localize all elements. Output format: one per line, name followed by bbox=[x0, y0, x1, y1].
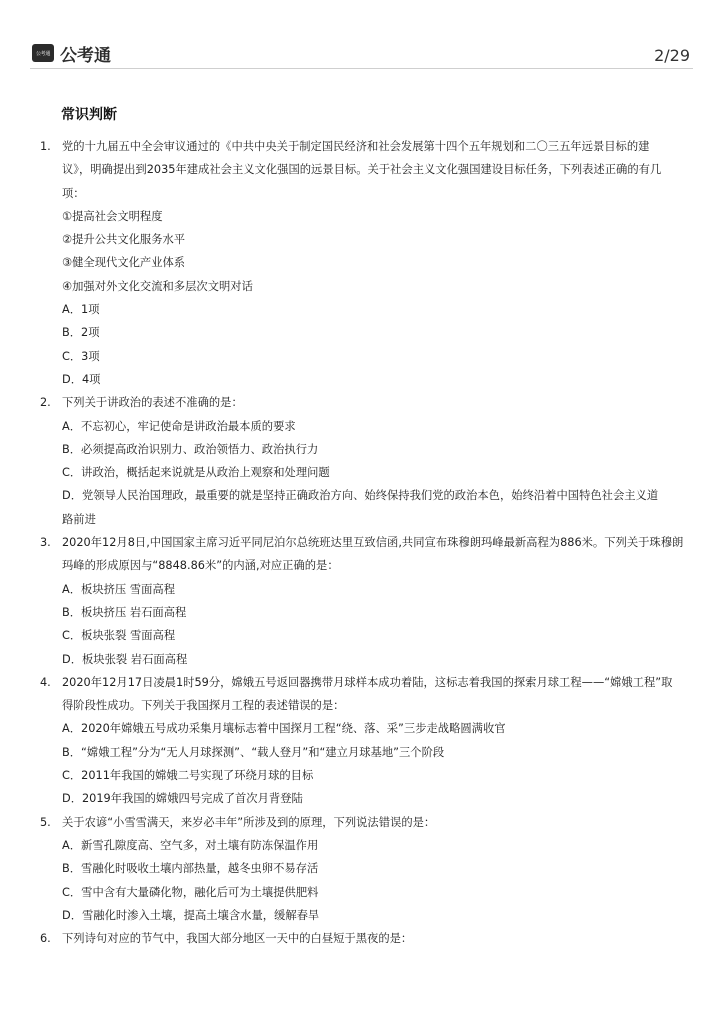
question-2 bbox=[40, 391, 690, 531]
app-name: 公考通 bbox=[60, 46, 111, 66]
question-stem-line: 关于农谚“小雪雪满天，来岁必丰年”所涉及到的原理，下列说法错误的是： bbox=[62, 815, 436, 829]
answer-option: B．必须提高政治识别力、政治领悟力、政治执行力 bbox=[62, 442, 319, 456]
question-stem-line: 2020年12月8日,中国国家主席习近平同尼泊尔总统班达里互致信函,共同宣布珠穆朗玛峰最新高程为886米。下列关于珠穆朗 bbox=[62, 536, 684, 550]
question-stem-line: 玛峰的形成原因与“8848.86米”的内涵,对应正确的是： bbox=[62, 559, 339, 573]
question-1 bbox=[40, 135, 690, 391]
answer-option: A．不忘初心，牢记使命是讲政治最本质的要求 bbox=[62, 419, 296, 433]
answer-option: C．板块张裂 雪面高程 bbox=[62, 629, 176, 643]
question-3 bbox=[40, 531, 690, 671]
answer-option: A．1项 bbox=[62, 303, 100, 317]
answer-option: C．雪中含有大量磷化物，融化后可为土壤提供肥料 bbox=[62, 885, 319, 899]
answer-option: A．板块挤压 雪面高程 bbox=[62, 582, 175, 596]
question-stem-line: 党的十九届五中全会审议通过的《中共中央关于制定国民经济和社会发展第十四个五年规划和二〇三五年远景目标的建 bbox=[62, 140, 650, 153]
question-number: 3. bbox=[40, 536, 51, 550]
question-stem-line: 得阶段性成功。下列关于我国探月工程的表述错误的是： bbox=[62, 699, 345, 713]
answer-option: D．板块张裂 岩石面高程 bbox=[62, 652, 188, 666]
question-6 bbox=[40, 927, 690, 950]
question-stem-line: 下列诗句对应的节气中，我国大部分地区一天中的白昼短于黑夜的是： bbox=[62, 932, 413, 946]
answer-option: D．雪融化时渗入土壤，提高土壤含水量，缓解春旱 bbox=[62, 908, 320, 922]
question-stem-line: 项： bbox=[62, 186, 85, 200]
question-list bbox=[40, 135, 690, 950]
question-5 bbox=[40, 811, 690, 927]
question-stem-line: 2020年12月17日凌晨1时59分，嫦娥五号返回器携带月球样本成功着陆，这标志着我国的探索月球工程——“嫦娥工程”取 bbox=[62, 675, 673, 689]
answer-option: D．4项 bbox=[62, 372, 101, 386]
answer-option: C．2011年我国的嫦娥二号实现了环绕月球的目标 bbox=[62, 769, 314, 783]
statement-item: ②提升公共文化服务水平 bbox=[62, 233, 186, 247]
statement-item: ④加强对外文化交流和多层次文明对话 bbox=[62, 279, 253, 293]
answer-option: 路前进 bbox=[62, 512, 96, 526]
question-number: 5. bbox=[40, 815, 51, 829]
question-number: 4. bbox=[40, 675, 51, 689]
answer-option: B．板块挤压 岩石面高程 bbox=[62, 605, 187, 619]
question-number: 1. bbox=[40, 140, 51, 153]
question-number: 2. bbox=[40, 396, 51, 410]
answer-option: C．3项 bbox=[62, 349, 100, 363]
question-4 bbox=[40, 671, 690, 811]
app-logo-icon: 公考通 bbox=[32, 44, 54, 62]
answer-option: B．2项 bbox=[62, 326, 100, 340]
statement-item: ①提高社会文明程度 bbox=[62, 209, 163, 223]
page-number: 2/29 bbox=[654, 46, 690, 65]
question-stem-line: 下列关于讲政治的表述不准确的是： bbox=[62, 396, 243, 410]
question-number: 6. bbox=[40, 932, 51, 946]
answer-option: B．“嫦娥工程”分为“无人月球探测”、“载人登月”和“建立月球基地”三个阶段 bbox=[62, 745, 445, 759]
answer-option: A．新雪孔隙度高、空气多，对土壤有防冻保温作用 bbox=[62, 838, 319, 852]
answer-option: B．雪融化时吸收土壤内部热量，越冬虫卵不易存活 bbox=[62, 862, 319, 876]
answer-option: A．2020年嫦娥五号成功采集月壤标志着中国探月工程“绕、落、采”三步走战略圆满收官 bbox=[62, 722, 506, 736]
answer-option: D．2019年我国的嫦娥四号完成了首次月背登陆 bbox=[62, 792, 303, 806]
page-header bbox=[30, 42, 693, 69]
question-stem-line: 议》，明确提出到2035年建成社会主义文化强国的远景目标。关于社会主义文化强国建设目标任务，下列表述正确的有几 bbox=[62, 163, 662, 177]
answer-option: C．讲政治，概括起来说就是从政治上观察和处理问题 bbox=[62, 466, 330, 480]
statement-item: ③健全现代文化产业体系 bbox=[62, 256, 186, 270]
answer-option: D．党领导人民治国理政，最重要的就是坚持正确政治方向、始终保持我们党的政治本色，始终沿着中国特色社会主义道 bbox=[62, 489, 659, 503]
section-title: 常识判断 bbox=[61, 107, 117, 123]
